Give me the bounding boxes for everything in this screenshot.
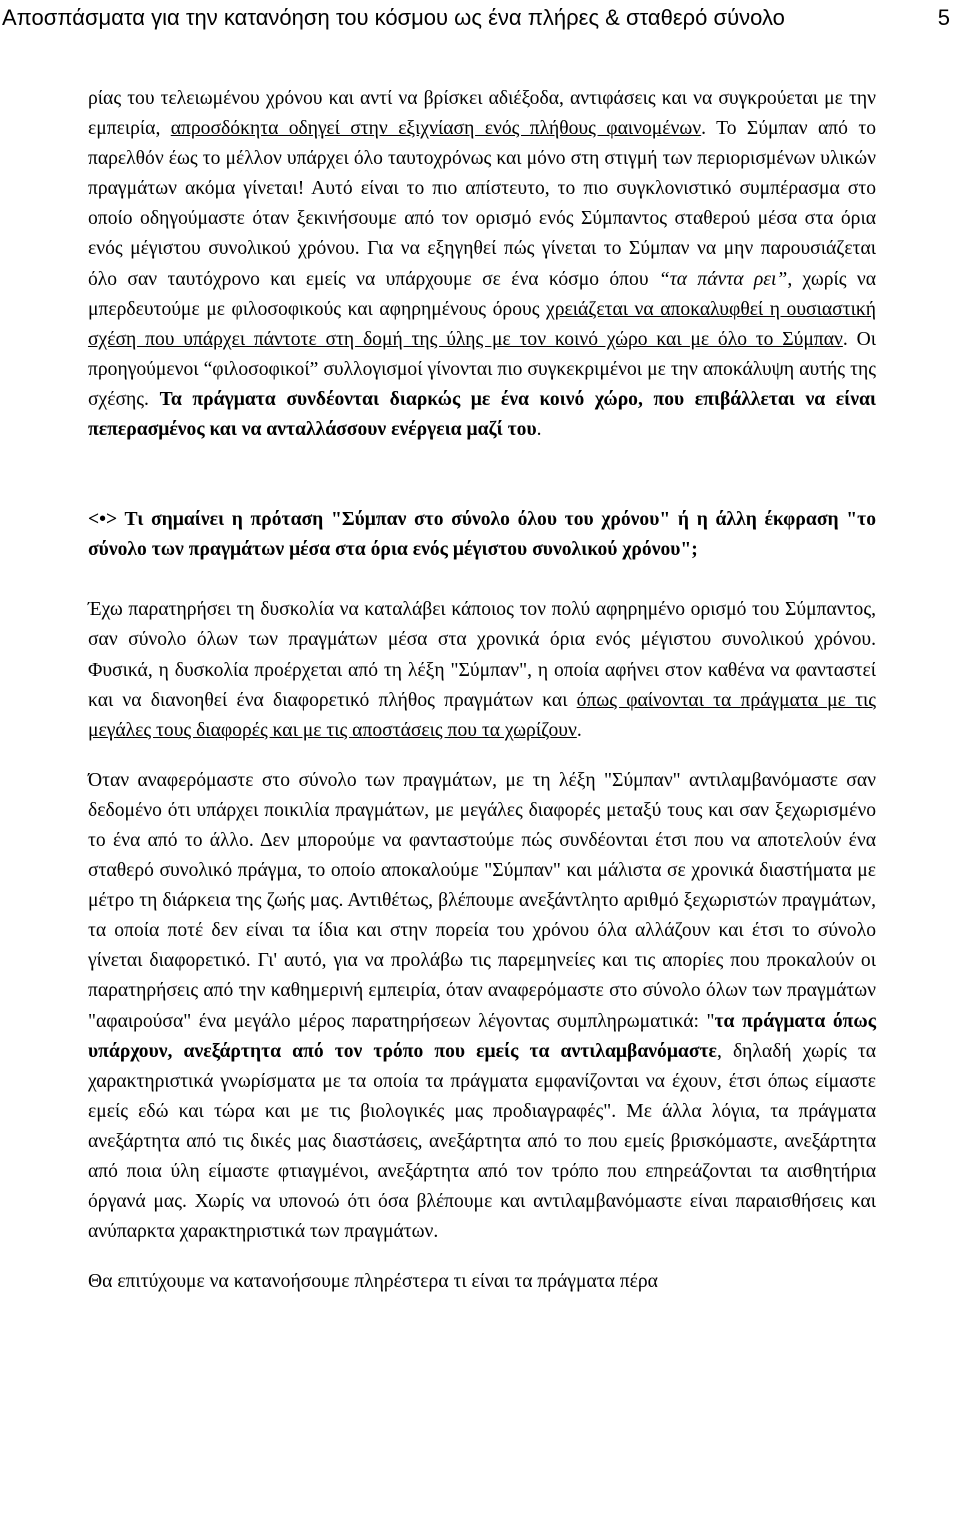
paragraph-explanation [88,766,876,1248]
paragraph-continuation [88,1267,876,1297]
page-number: 5 [937,5,950,30]
text-run: . [576,719,582,741]
text-run: . [536,419,542,441]
text-run: , χωρίς να μπερδευτούμε με φιλοσοφικούς και αφηρημένους όρους [88,268,876,320]
text-run: . Το Σύμπαν από το παρελθόν έως το μέλλον υπάρχει όλο ταυτοχρόνως και μόνο στη στιγμή των περιορισμένων υλικών πραγμάτων ακόμα γίνεται! Αυτό είναι το πιο απίστευτο, το πιο συγκλονιστικό συμπέρασμα στο οποίο οδηγούμαστε όταν ξεκινήσουμε από τον ορισμό ενός Σύμπαντος σταθερού μέσα στα όρια ενός μέγιστου συνολικού χρόνου. Για να εξηγηθεί πώς γίνεται το Σύμπαν να μην παρουσιάζεται όλο σαν ταυτόχρονο και εμείς να υπάρχουμε σε ένα κόσμο όπου [88,118,876,290]
italic-quote: “τα πάντα ρει” [658,268,788,290]
bold-statement: Τα πράγματα συνδέονται διαρκώς με ένα κοινό χώρο, που επιβάλλεται να είναι πεπερασμένος και να ανταλλάσσουν ενέργεια μαζί του [88,388,876,441]
text-run: . Οι προηγούμενοι “φιλοσοφικοί” συλλογισμοί γίνονται πιο συγκεκριμένοι με την αποκάλυψη αυτής της σχέσης. [88,328,877,410]
text-run: Όταν αναφερόμαστε στο σύνολο των πραγμάτων, με τη λέξη "Σύμπαν" αντιλαμβανόμαστε σαν δεδομένο ότι υπάρχει ποικιλία πραγμάτων, με μεγάλες διαφορές μεταξύ τους και σαν ξεχωρισμένο το ένα από το άλλο. Δεν μπορούμε να φανταστούμε πώς συνδέονται έτσι που να αποτελούν ένα σταθερό συνολικό πράγμα, το οποίο αποκαλούμε "Σύμπαν" και μάλιστα σε χρονικά διαστήματα με μέτρο τη διάρκεια της ζωής μας. Αντιθέτως, βλέπουμε ανεξάντλητο αριθμό ξεχωριστών πραγμάτων, τα οποία ποτέ δεν είναι τα ίδια και στην πορεία του χρόνου όλα αλλάζουν και έτσι το σύνολο γίνεται διαφορετικό. Γι' αυτό, για να προλάβω τις παρεμηνείες και τις απορίες που προκαλούν οι παρατηρήσεις από την καθημερινή εμπειρία, όταν αναφερόμαστε στο σύνολο όλων των πραγμάτων "αφαιρούσα" ένα μεγάλο μέρος παρατηρήσεων λέγοντας συμπληρωματικά: " [88,769,876,1032]
text-run: Θα επιτύχουμε να κατανοήσουμε πληρέστερα τι είναι τα πράγματα πέρα [88,1271,658,1293]
underlined-phrase: απροσδόκητα οδηγεί στην εξιχνίαση ενός πλήθους φαινομένων [170,118,702,140]
text-run: ρίας του τελειωμένου χρόνου και αντί να βρίσκει αδιέξοδα, αντιφάσεις και να συγκρούεται με την εμπειρία, [88,88,876,140]
text-run: , δηλαδή χωρίς τα χαρακτηριστικά γνωρίσματα με τα οποία τα πράγματα εμφανίζονται να έχουν, έτσι όπως είμαστε εμείς εδώ και τώρα και με τις βιολογικές μας προδιαγραφές". Με άλλα λόγια, τα πράγματα ανεξάρτητα από τις δικές μας διαστάσεις, ανεξάρτητα από το που εμείς βρισκόμαστε, ανεξάρτητα από ποια ύλη είμαστε φτιαγμένοι, ανεξάρτητα από τον τρόπο που επηρεάζονται τα αισθητήρια όργανά μας. Χωρίς να υπονοώ ότι όσα βλέπουμε και αντιλαμβανόμαστε είναι παραισθήσεις και ανύπαρκτα χαρακτηριστικά των πραγμάτων. [88,1040,876,1243]
page-header [0,2,960,38]
paragraph-intro [88,84,876,445]
underlined-phrase: χρειάζεται να αποκαλυφθεί η ουσιαστική σχέση που υπάρχει πάντοτε στη δομή της ύλης με τον κοινό χώρο και με όλο το Σύμπαν [88,298,876,350]
section-heading: <•> Τι σημαίνει η πρόταση "Σύμπαν στο σύνολο όλου του χρόνου" ή η άλλη έκφραση "το σύνολο των πραγμάτων μέσα στα όρια ενός μέγιστου συνολικού χρόνου"; [88,509,876,561]
bold-statement: τα πράγματα όπως υπάρχουν, ανεξάρτητα από τον τρόπο που εμείς τα αντιλαμβανόμαστε [88,1010,876,1062]
underlined-phrase: όπως φαίνονται τα πράγματα με τις μεγάλες τους διαφορές και με τις αποστάσεις που τα χωρίζουν [88,689,876,741]
header-title: Αποσπάσματα για την κατανόηση του κόσμου ως ένα πλήρες & σταθερό σύνολο [2,5,785,30]
paragraph-definition [88,595,876,745]
document-body [88,84,876,1297]
text-run: Έχω παρατηρήσει τη δυσκολία να καταλάβει κάποιος τον πολύ αφηρημένο ορισμό του Σύμπαντος, σαν σύνολο όλων των πραγμάτων μέσα στα χρονικά όρια ενός μέγιστου συνολικού χρόνου. Φυσικά, η δυσκολία προέρχεται από τη λέξη "Σύμπαν", η οποία αφήνει στον καθένα να φανταστεί και να διανοηθεί ένα διαφορετικό πλήθος πραγμάτων και [88,599,876,711]
